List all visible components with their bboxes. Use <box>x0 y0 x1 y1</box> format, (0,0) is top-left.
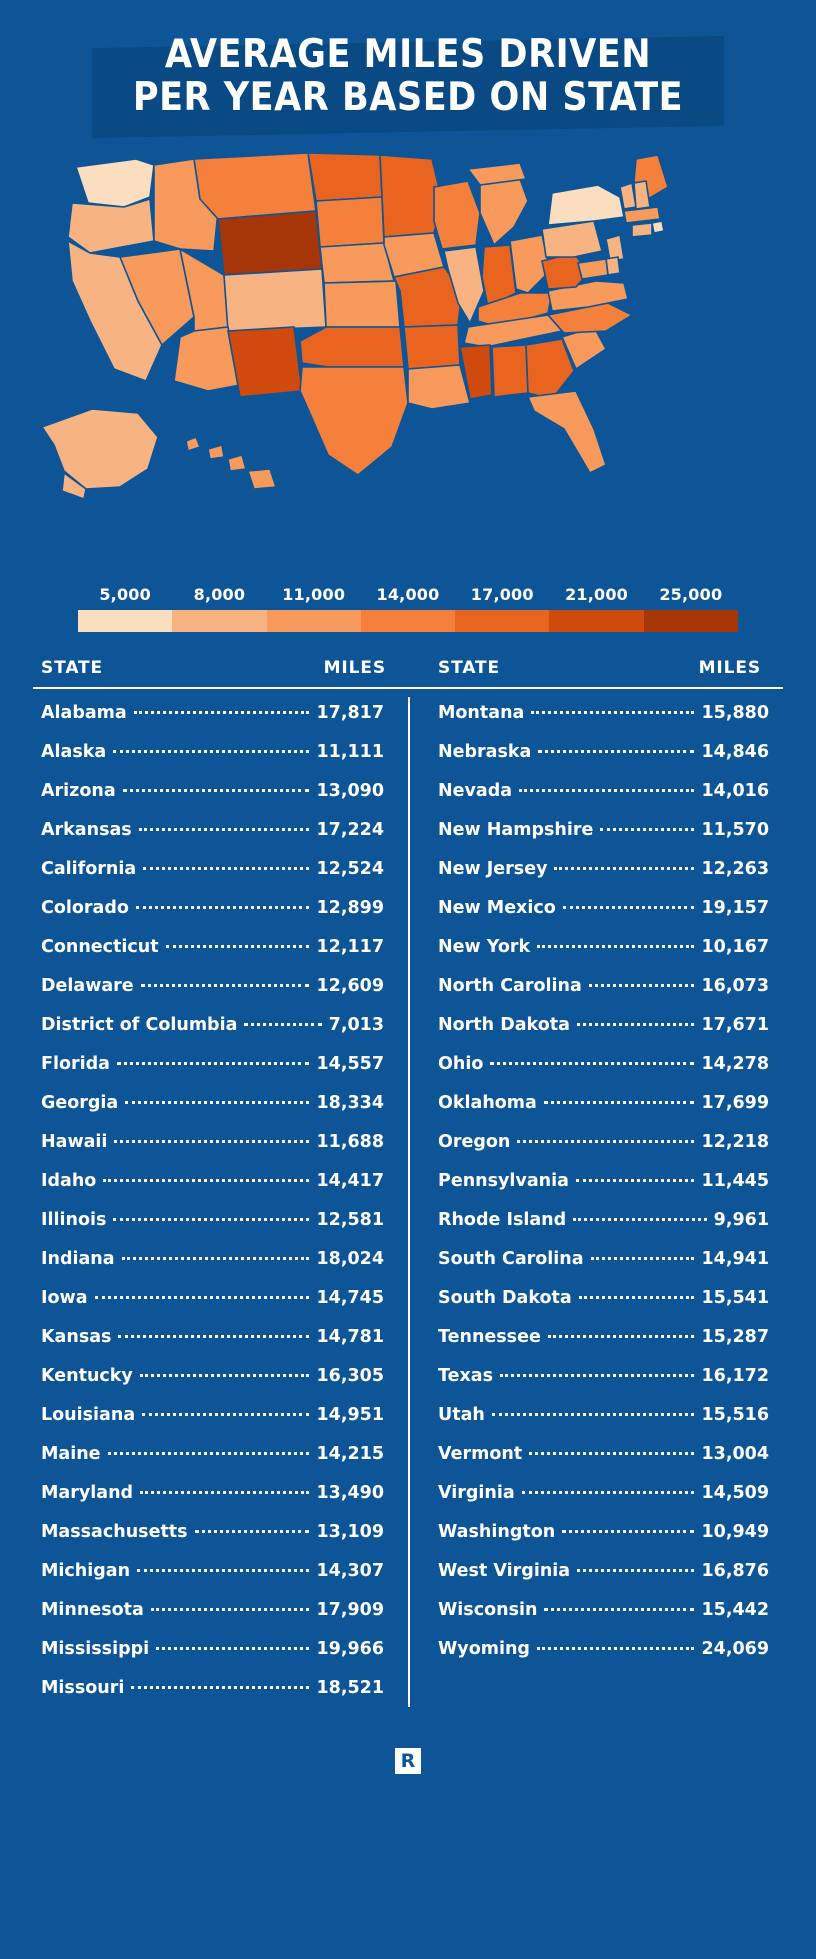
state-name: New Hampshire <box>438 820 594 840</box>
leader-dots <box>563 906 695 909</box>
state-name: South Dakota <box>438 1288 572 1308</box>
table-row <box>438 781 769 820</box>
state-name: New Mexico <box>438 898 556 918</box>
state-colorado <box>224 269 326 331</box>
leader-dots <box>576 1179 695 1182</box>
table-row <box>438 1288 769 1327</box>
leader-dots <box>125 1101 309 1104</box>
leader-dots <box>554 867 694 870</box>
legend-label-4: 17,000 <box>470 585 534 604</box>
table-header-left <box>33 658 408 678</box>
table-row <box>41 1522 384 1561</box>
miles-value: 19,966 <box>316 1639 384 1659</box>
table-row <box>438 898 769 937</box>
legend-label-0: 5,000 <box>99 585 151 604</box>
table-row <box>438 820 769 859</box>
table-row <box>438 1015 769 1054</box>
miles-value: 18,024 <box>316 1249 384 1269</box>
state-name: Kentucky <box>41 1366 133 1386</box>
legend-label-3: 14,000 <box>376 585 440 604</box>
state-kansas <box>324 281 400 327</box>
miles-value: 18,334 <box>316 1093 384 1113</box>
miles-value: 14,745 <box>316 1288 384 1308</box>
leader-dots <box>562 1530 694 1533</box>
state-oklahoma <box>300 327 404 367</box>
table-row <box>438 1522 769 1561</box>
state-name: Maine <box>41 1444 101 1464</box>
table-row <box>438 1210 769 1249</box>
state-michigan <box>480 179 528 245</box>
leader-dots <box>517 1140 694 1143</box>
miles-value: 15,516 <box>701 1405 769 1425</box>
leader-dots <box>529 1452 694 1455</box>
state-hawaii-4 <box>248 469 276 489</box>
state-name: Oregon <box>438 1132 511 1152</box>
leader-dots <box>500 1374 694 1377</box>
miles-value: 15,442 <box>701 1600 769 1620</box>
state-name: Utah <box>438 1405 485 1425</box>
miles-value: 10,949 <box>701 1522 769 1542</box>
state-name: New York <box>438 937 531 957</box>
legend-labels <box>78 585 738 610</box>
miles-value: 12,263 <box>701 859 769 879</box>
table-row <box>41 1639 384 1678</box>
leader-dots <box>589 984 695 987</box>
state-texas <box>300 367 408 475</box>
title-block <box>0 0 816 119</box>
footer <box>0 1731 816 1791</box>
miles-value: 17,699 <box>701 1093 769 1113</box>
table-row <box>438 1249 769 1288</box>
miles-value: 14,215 <box>316 1444 384 1464</box>
table-row <box>41 1405 384 1444</box>
table-row <box>438 742 769 781</box>
state-name: Mississippi <box>41 1639 150 1659</box>
header-state-right: STATE <box>438 658 501 678</box>
state-name: Idaho <box>41 1171 97 1191</box>
state-new-mexico <box>228 327 302 397</box>
leader-dots <box>143 867 309 870</box>
leader-dots <box>522 1491 695 1494</box>
leader-dots <box>544 1608 694 1611</box>
header-miles-right: MILES <box>698 658 761 678</box>
state-name: Florida <box>41 1054 110 1074</box>
state-louisiana <box>408 365 470 409</box>
leader-dots <box>166 945 310 948</box>
leader-dots <box>134 711 310 714</box>
table-row <box>438 1639 769 1678</box>
miles-value: 12,609 <box>316 976 384 996</box>
miles-value: 13,109 <box>316 1522 384 1542</box>
table-row <box>41 1678 384 1717</box>
table-row <box>41 1015 384 1054</box>
state-pennsylvania <box>542 221 602 257</box>
miles-value: 14,417 <box>316 1171 384 1191</box>
ramsey-logo: R <box>395 1748 421 1774</box>
miles-value: 7,013 <box>328 1015 384 1035</box>
state-name: Tennessee <box>438 1327 541 1347</box>
miles-value: 14,509 <box>701 1483 769 1503</box>
leader-dots <box>137 1569 309 1572</box>
leader-dots <box>123 789 310 792</box>
miles-value: 17,909 <box>316 1600 384 1620</box>
legend-swatch-3 <box>361 610 455 632</box>
leader-dots <box>537 945 694 948</box>
leader-dots <box>537 1647 695 1650</box>
state-connecticut <box>632 223 652 237</box>
state-massachusetts <box>624 207 660 223</box>
state-nebraska <box>320 243 394 283</box>
state-name: Rhode Island <box>438 1210 567 1230</box>
state-name: Texas <box>438 1366 493 1386</box>
legend-label-5: 21,000 <box>565 585 629 604</box>
table-row <box>41 976 384 1015</box>
table-row <box>41 1483 384 1522</box>
leader-dots <box>122 1257 310 1260</box>
legend-label-1: 8,000 <box>193 585 246 604</box>
table-row <box>41 1366 384 1405</box>
leader-dots <box>103 1179 309 1182</box>
state-name: South Carolina <box>438 1249 584 1269</box>
color-legend <box>78 585 738 632</box>
table-row <box>438 1444 769 1483</box>
miles-value: 16,876 <box>701 1561 769 1581</box>
miles-value: 14,951 <box>316 1405 384 1425</box>
leader-dots <box>577 1023 695 1026</box>
table-row <box>41 1054 384 1093</box>
miles-value: 24,069 <box>701 1639 769 1659</box>
state-name: Massachusetts <box>41 1522 188 1542</box>
table-row <box>41 1093 384 1132</box>
leader-dots <box>579 1296 695 1299</box>
miles-value: 11,570 <box>701 820 769 840</box>
leader-dots <box>544 1101 695 1104</box>
table-row <box>438 1561 769 1600</box>
state-name: Ohio <box>438 1054 484 1074</box>
leader-dots <box>131 1686 309 1689</box>
miles-value: 17,817 <box>316 703 384 723</box>
miles-value: 14,278 <box>701 1054 769 1074</box>
state-name: Wisconsin <box>438 1600 538 1620</box>
table-row <box>438 976 769 1015</box>
miles-value: 14,307 <box>316 1561 384 1581</box>
table-row <box>41 1444 384 1483</box>
miles-value: 16,305 <box>316 1366 384 1386</box>
state-alabama <box>492 345 528 397</box>
leader-dots <box>118 1335 309 1338</box>
table-row <box>41 781 384 820</box>
state-name: West Virginia <box>438 1561 571 1581</box>
miles-value: 14,781 <box>316 1327 384 1347</box>
table-row <box>41 937 384 976</box>
table-row <box>41 1210 384 1249</box>
state-name: Alabama <box>41 703 127 723</box>
map-states <box>42 153 668 499</box>
state-name: Maryland <box>41 1483 134 1503</box>
leader-dots <box>195 1530 310 1533</box>
legend-swatch-0 <box>78 610 172 632</box>
table-row <box>438 703 769 742</box>
state-name: Montana <box>438 703 525 723</box>
miles-value: 11,111 <box>316 742 384 762</box>
leader-dots <box>113 750 309 753</box>
table-row <box>438 1132 769 1171</box>
state-name: Illinois <box>41 1210 107 1230</box>
table-row <box>438 1366 769 1405</box>
us-choropleth-map <box>0 141 816 571</box>
table-body <box>33 689 783 1717</box>
table-row <box>438 1327 769 1366</box>
title-line-1: AVERAGE MILES DRIVEN <box>164 32 652 77</box>
leader-dots <box>577 1569 694 1572</box>
state-alaska <box>42 409 158 489</box>
state-name: Pennsylvania <box>438 1171 569 1191</box>
miles-value: 15,287 <box>701 1327 769 1347</box>
miles-value: 13,004 <box>701 1444 769 1464</box>
state-name: New Jersey <box>438 859 548 879</box>
leader-dots <box>141 984 310 987</box>
table-row <box>41 859 384 898</box>
state-name: Delaware <box>41 976 134 996</box>
state-name: North Carolina <box>438 976 582 996</box>
state-name: Colorado <box>41 898 129 918</box>
state-oregon <box>68 199 154 253</box>
state-name: California <box>41 859 137 879</box>
state-hawaii <box>186 437 276 489</box>
miles-value: 10,167 <box>701 937 769 957</box>
table-row <box>438 1093 769 1132</box>
legend-swatch-1 <box>172 610 266 632</box>
legend-swatch-6 <box>644 610 738 632</box>
miles-value: 14,557 <box>316 1054 384 1074</box>
miles-value: 17,224 <box>316 820 384 840</box>
state-hawaii-2 <box>208 445 224 459</box>
miles-value: 19,157 <box>701 898 769 918</box>
table-row <box>41 898 384 937</box>
miles-value: 13,090 <box>316 781 384 801</box>
leader-dots <box>114 1140 309 1143</box>
state-name: Arizona <box>41 781 116 801</box>
table-row <box>438 1405 769 1444</box>
leader-dots <box>113 1218 309 1221</box>
state-name: Hawaii <box>41 1132 108 1152</box>
table-row <box>41 1132 384 1171</box>
miles-value: 14,016 <box>701 781 769 801</box>
state-arkansas <box>404 325 460 369</box>
state-rhode-island <box>652 221 664 233</box>
miles-value: 12,218 <box>701 1132 769 1152</box>
miles-value: 17,671 <box>701 1015 769 1035</box>
state-north-dakota <box>308 153 382 201</box>
state-name: Minnesota <box>41 1600 144 1620</box>
leader-dots <box>600 828 694 831</box>
leader-dots <box>490 1062 694 1065</box>
miles-value: 12,524 <box>316 859 384 879</box>
state-washington <box>76 159 154 207</box>
title-line-2: PER YEAR BASED ON STATE <box>132 74 684 120</box>
miles-value: 12,899 <box>316 898 384 918</box>
miles-value: 11,688 <box>316 1132 384 1152</box>
legend-swatch-5 <box>549 610 643 632</box>
leader-dots <box>108 1452 310 1455</box>
leader-dots <box>140 1491 309 1494</box>
leader-dots <box>156 1647 309 1650</box>
table-row <box>41 742 384 781</box>
state-name: Vermont <box>438 1444 523 1464</box>
state-name: North Dakota <box>438 1015 570 1035</box>
miles-value: 15,541 <box>701 1288 769 1308</box>
state-name: Missouri <box>41 1678 125 1698</box>
table-row <box>41 1327 384 1366</box>
table-row <box>438 1171 769 1210</box>
table-row <box>438 1600 769 1639</box>
state-name: Arkansas <box>41 820 132 840</box>
state-name: Louisiana <box>41 1405 136 1425</box>
table-header <box>33 658 783 689</box>
state-montana <box>194 153 316 219</box>
miles-value: 11,445 <box>701 1171 769 1191</box>
state-name: Indiana <box>41 1249 115 1269</box>
table-row <box>41 703 384 742</box>
state-south-dakota <box>316 197 384 247</box>
legend-swatches <box>78 610 738 632</box>
miles-value: 18,521 <box>316 1678 384 1698</box>
state-hawaii-3 <box>228 455 246 471</box>
leader-dots <box>117 1062 310 1065</box>
leader-dots <box>140 1374 310 1377</box>
table-row <box>438 937 769 976</box>
state-wisconsin <box>434 181 480 249</box>
state-name: Michigan <box>41 1561 131 1581</box>
state-name: Washington <box>438 1522 556 1542</box>
leader-dots <box>573 1218 706 1221</box>
state-name: Kansas <box>41 1327 112 1347</box>
table-row <box>41 1561 384 1600</box>
state-miles-table <box>33 658 783 1717</box>
leader-dots <box>548 1335 695 1338</box>
table-row <box>41 1249 384 1288</box>
state-name: District of Columbia <box>41 1015 238 1035</box>
miles-value: 15,880 <box>701 703 769 723</box>
leader-dots <box>95 1296 310 1299</box>
leader-dots <box>531 711 694 714</box>
leader-dots <box>142 1413 309 1416</box>
miles-value: 9,961 <box>713 1210 769 1230</box>
state-maryland <box>578 259 608 279</box>
miles-value: 14,941 <box>701 1249 769 1269</box>
state-name: Nevada <box>438 781 513 801</box>
state-name: Iowa <box>41 1288 88 1308</box>
state-name: Wyoming <box>438 1639 530 1659</box>
miles-value: 14,846 <box>701 742 769 762</box>
map-svg <box>28 141 788 561</box>
state-new-york <box>548 185 624 225</box>
state-minnesota <box>380 155 442 237</box>
state-name: Alaska <box>41 742 107 762</box>
miles-value: 16,073 <box>701 976 769 996</box>
legend-label-6: 25,000 <box>659 585 723 604</box>
table-row <box>41 1171 384 1210</box>
leader-dots <box>538 750 694 753</box>
leader-dots <box>151 1608 310 1611</box>
miles-value: 12,581 <box>316 1210 384 1230</box>
state-name: Georgia <box>41 1093 119 1113</box>
leader-dots <box>136 906 310 909</box>
miles-value: 12,117 <box>316 937 384 957</box>
state-name: Oklahoma <box>438 1093 537 1113</box>
legend-label-2: 11,000 <box>282 585 346 604</box>
state-name: Nebraska <box>438 742 532 762</box>
leader-dots <box>492 1413 695 1416</box>
legend-swatch-4 <box>455 610 549 632</box>
state-name: Connecticut <box>41 937 159 957</box>
leader-dots <box>139 828 310 831</box>
column-divider <box>408 697 410 1707</box>
leader-dots <box>244 1023 321 1026</box>
page-title <box>0 34 816 119</box>
table-row <box>41 1600 384 1639</box>
state-wyoming <box>218 211 322 275</box>
header-miles-left: MILES <box>323 658 386 678</box>
leader-dots <box>519 789 694 792</box>
table-column-left <box>33 703 408 1717</box>
state-hawaii-1 <box>186 437 200 451</box>
state-name: Virginia <box>438 1483 515 1503</box>
table-row <box>438 859 769 898</box>
leader-dots <box>591 1257 695 1260</box>
header-state-left: STATE <box>41 658 104 678</box>
table-header-right <box>408 658 783 678</box>
table-row <box>41 1288 384 1327</box>
table-column-right <box>408 703 783 1717</box>
miles-value: 16,172 <box>701 1366 769 1386</box>
legend-swatch-2 <box>267 610 361 632</box>
table-row <box>438 1054 769 1093</box>
table-row <box>438 1483 769 1522</box>
miles-value: 13,490 <box>316 1483 384 1503</box>
table-row <box>41 820 384 859</box>
state-florida <box>528 391 606 473</box>
